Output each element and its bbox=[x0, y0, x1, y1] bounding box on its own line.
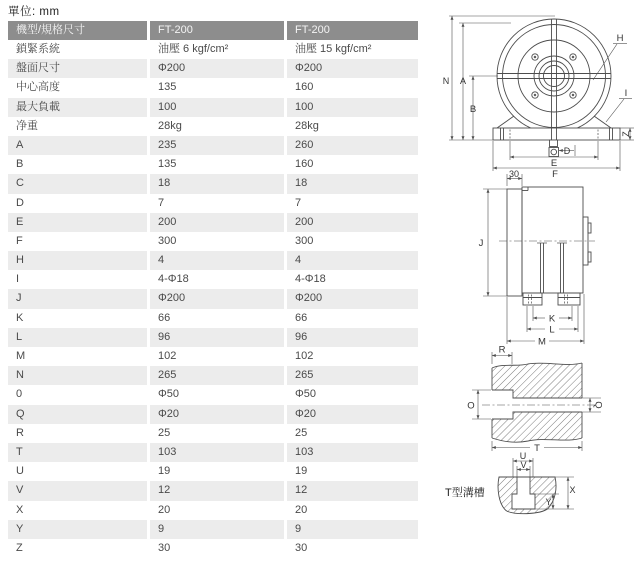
dim-label-o: O bbox=[467, 400, 475, 412]
value-cell: 20 bbox=[287, 501, 418, 520]
dim-label-b: B bbox=[469, 104, 477, 115]
header-cell: FT-200 bbox=[150, 21, 284, 40]
dim-label-z: Z bbox=[621, 131, 631, 137]
value-cell: 19 bbox=[150, 462, 284, 481]
value-cell: 28kg bbox=[287, 117, 418, 136]
label-cell: M bbox=[8, 347, 147, 366]
table-row bbox=[8, 213, 418, 232]
table-row bbox=[8, 117, 418, 136]
label-cell: D bbox=[8, 194, 147, 213]
table-row bbox=[8, 174, 418, 193]
value-cell: 102 bbox=[150, 347, 284, 366]
label-cell: J bbox=[8, 289, 147, 308]
table-row bbox=[8, 136, 418, 155]
value-cell: 7 bbox=[150, 194, 284, 213]
table-row bbox=[8, 366, 418, 385]
value-cell: 7 bbox=[287, 194, 418, 213]
label-cell: R bbox=[8, 424, 147, 443]
value-cell: Φ200 bbox=[150, 59, 284, 78]
label-cell: 0 bbox=[8, 385, 147, 404]
value-cell: 4 bbox=[150, 251, 284, 270]
value-cell: 4-Φ18 bbox=[150, 270, 284, 289]
table-row bbox=[8, 270, 418, 289]
table-row bbox=[8, 347, 418, 366]
dim-label-d: D bbox=[563, 146, 571, 156]
value-cell: 100 bbox=[287, 98, 418, 117]
header-cell: FT-200 bbox=[287, 21, 418, 40]
table-row bbox=[8, 501, 418, 520]
value-cell: 油壓 6 kgf/cm² bbox=[150, 40, 284, 59]
label-cell: I bbox=[8, 270, 147, 289]
table-row bbox=[8, 481, 418, 500]
header-cell: 機型/規格尺寸 bbox=[8, 21, 147, 40]
value-cell: 12 bbox=[150, 481, 284, 500]
table-row bbox=[8, 155, 418, 174]
table-row bbox=[8, 232, 418, 251]
label-cell: 最大負載 bbox=[8, 98, 147, 117]
value-cell: 135 bbox=[150, 78, 284, 97]
label-cell: 净重 bbox=[8, 117, 147, 136]
label-cell: E bbox=[8, 213, 147, 232]
dim-label-a: A bbox=[459, 76, 467, 86]
value-cell: 135 bbox=[150, 155, 284, 174]
label-cell: B bbox=[8, 155, 147, 174]
value-cell: 235 bbox=[150, 136, 284, 155]
label-cell: U bbox=[8, 462, 147, 481]
spec-table-header bbox=[8, 21, 418, 40]
value-cell: Φ200 bbox=[287, 289, 418, 308]
dim-label-t: T bbox=[534, 443, 540, 454]
label-cell: C bbox=[8, 174, 147, 193]
table-row bbox=[8, 520, 418, 539]
table-row bbox=[8, 385, 418, 404]
table-row bbox=[8, 405, 418, 424]
value-cell: 19 bbox=[287, 462, 418, 481]
value-cell: 265 bbox=[150, 366, 284, 385]
value-cell: 66 bbox=[287, 309, 418, 328]
value-cell: 260 bbox=[287, 136, 418, 155]
dim-label-n: N bbox=[442, 76, 450, 86]
value-cell: 28kg bbox=[150, 117, 284, 136]
value-cell: 4-Φ18 bbox=[287, 270, 418, 289]
dim-label-30: 30 bbox=[508, 169, 520, 179]
table-row bbox=[8, 194, 418, 213]
value-cell: 160 bbox=[287, 78, 418, 97]
label-cell: L bbox=[8, 328, 147, 347]
section-drawing bbox=[467, 345, 603, 455]
value-cell: Φ20 bbox=[287, 405, 418, 424]
value-cell: 4 bbox=[287, 251, 418, 270]
table-row bbox=[8, 328, 418, 347]
value-cell: 96 bbox=[150, 328, 284, 347]
dim-label-j: J bbox=[478, 238, 484, 249]
spec-table-body bbox=[8, 40, 418, 558]
value-cell: 200 bbox=[150, 213, 284, 232]
dim-label-e: E bbox=[550, 158, 558, 169]
value-cell: Φ20 bbox=[150, 405, 284, 424]
unit-label: 單位: mm bbox=[8, 6, 60, 18]
value-cell: 300 bbox=[150, 232, 284, 251]
table-row bbox=[8, 40, 418, 59]
dim-label-y: Y bbox=[545, 497, 552, 507]
table-row bbox=[8, 289, 418, 308]
value-cell: 18 bbox=[287, 174, 418, 193]
label-cell: K bbox=[8, 309, 147, 328]
value-cell: 103 bbox=[150, 443, 284, 462]
label-cell: 中心高度 bbox=[8, 78, 147, 97]
value-cell: 103 bbox=[287, 443, 418, 462]
label-cell: X bbox=[8, 501, 147, 520]
value-cell: 200 bbox=[287, 213, 418, 232]
value-cell: 30 bbox=[287, 539, 418, 558]
dim-label-k: K bbox=[548, 313, 556, 325]
value-cell: 9 bbox=[150, 520, 284, 539]
label-cell: H bbox=[8, 251, 147, 270]
dim-label-v: V bbox=[520, 460, 527, 470]
value-cell: 25 bbox=[150, 424, 284, 443]
value-cell: 160 bbox=[287, 155, 418, 174]
value-cell: 30 bbox=[150, 539, 284, 558]
table-row bbox=[8, 251, 418, 270]
tslot-caption: T型溝槽 bbox=[445, 487, 485, 499]
front-view-drawing bbox=[443, 16, 634, 180]
table-row bbox=[8, 59, 418, 78]
dim-label-h: H bbox=[616, 33, 624, 44]
label-cell: V bbox=[8, 481, 147, 500]
dim-label-x: X bbox=[569, 485, 576, 495]
spec-table bbox=[8, 21, 418, 558]
table-row bbox=[8, 462, 418, 481]
technical-drawings bbox=[425, 0, 638, 578]
value-cell: 100 bbox=[150, 98, 284, 117]
dim-label-f: F bbox=[552, 169, 558, 180]
label-cell: Y bbox=[8, 520, 147, 539]
label-cell: T bbox=[8, 443, 147, 462]
value-cell: Φ50 bbox=[150, 385, 284, 404]
table-row bbox=[8, 78, 418, 97]
value-cell: 102 bbox=[287, 347, 418, 366]
value-cell: 20 bbox=[150, 501, 284, 520]
value-cell: 18 bbox=[150, 174, 284, 193]
dim-label-l: L bbox=[549, 324, 555, 336]
table-row bbox=[8, 309, 418, 328]
value-cell: Φ50 bbox=[287, 385, 418, 404]
value-cell: 油壓 15 kgf/cm² bbox=[287, 40, 418, 59]
table-row bbox=[8, 443, 418, 462]
value-cell: 12 bbox=[287, 481, 418, 500]
label-cell: Z bbox=[8, 539, 147, 558]
value-cell: 9 bbox=[287, 520, 418, 539]
label-cell: 盤面尺寸 bbox=[8, 59, 147, 78]
side-view-drawing bbox=[479, 169, 595, 348]
value-cell: 96 bbox=[287, 328, 418, 347]
table-row bbox=[8, 424, 418, 443]
label-cell: Q bbox=[8, 405, 147, 424]
table-row bbox=[8, 539, 418, 558]
dim-label-m: M bbox=[538, 336, 546, 348]
label-cell: A bbox=[8, 136, 147, 155]
value-cell: 25 bbox=[287, 424, 418, 443]
value-cell: 265 bbox=[287, 366, 418, 385]
dim-label-u: U bbox=[519, 451, 527, 461]
dim-label-r: R bbox=[498, 344, 506, 356]
dim-label-i: I bbox=[624, 88, 628, 99]
value-cell: 66 bbox=[150, 309, 284, 328]
value-cell: 300 bbox=[287, 232, 418, 251]
value-cell: Φ200 bbox=[150, 289, 284, 308]
dim-label-q: Q bbox=[592, 401, 604, 409]
value-cell: Φ200 bbox=[287, 59, 418, 78]
tslot-drawing bbox=[445, 451, 576, 514]
drawings-svg bbox=[425, 0, 638, 573]
label-cell: 鎖緊系統 bbox=[8, 40, 147, 59]
label-cell: F bbox=[8, 232, 147, 251]
label-cell: N bbox=[8, 366, 147, 385]
table-row bbox=[8, 98, 418, 117]
